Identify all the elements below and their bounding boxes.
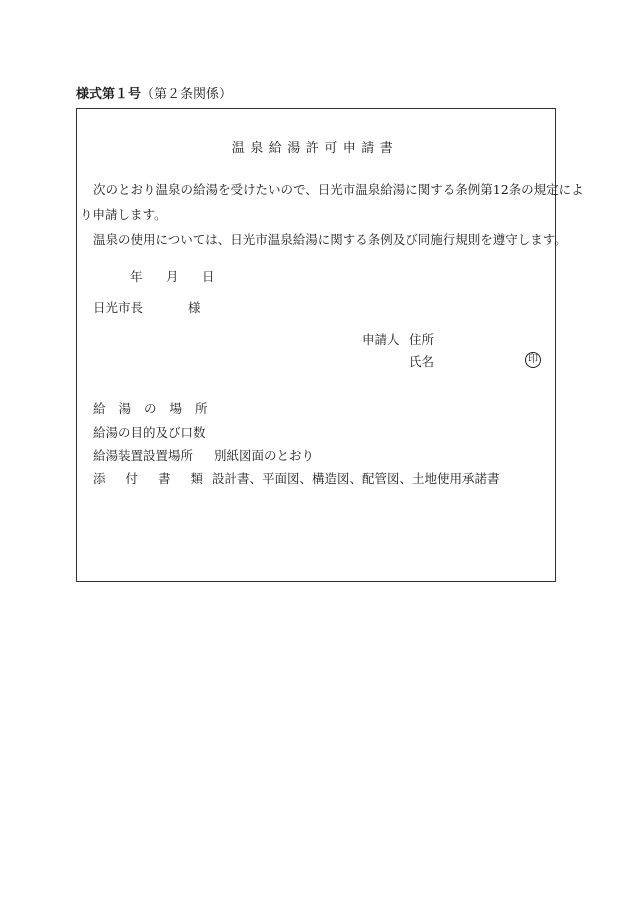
device-location-label: 給湯装置設置場所: [93, 448, 194, 463]
attachments-value: 設計書、平面図、構造図、配管図、土地使用承諾書: [212, 471, 500, 486]
applicant-label: 申請人: [362, 332, 400, 347]
attachments-label: 添付書類: [93, 471, 224, 486]
seal-mark: 印: [525, 352, 541, 368]
date-day: 日: [202, 269, 215, 284]
date-year: 年: [130, 269, 143, 284]
purpose-label: 給湯の目的及び口数: [93, 425, 206, 440]
paragraph-1-line-2: り申請します。: [80, 207, 167, 222]
name-label: 氏名: [409, 354, 435, 369]
date-month: 月: [166, 269, 179, 284]
form-number: [76, 83, 232, 102]
application-form-frame: [76, 108, 556, 582]
form-number-label: 様式第１号: [76, 87, 142, 102]
form-number-relation: （第２条関係）: [141, 87, 233, 102]
location-label: 給湯の場所: [93, 401, 221, 416]
device-location-value: 別紙図面のとおり: [214, 448, 315, 463]
address-label: 住所: [409, 332, 435, 347]
addressee: 日光市長: [93, 300, 144, 315]
paragraph-2: 温泉の使用については、日光市温泉給湯に関する条例及び同施行規則を遵守します。: [93, 232, 567, 247]
paragraph-1-line-1: 次のとおり温泉の給湯を受けたいので、日光市温泉給湯に関する条例第12条の規定によ: [93, 182, 584, 197]
document-title: 温泉給湯許可申請書: [231, 141, 399, 156]
addressee-honorific: 様: [188, 300, 201, 315]
